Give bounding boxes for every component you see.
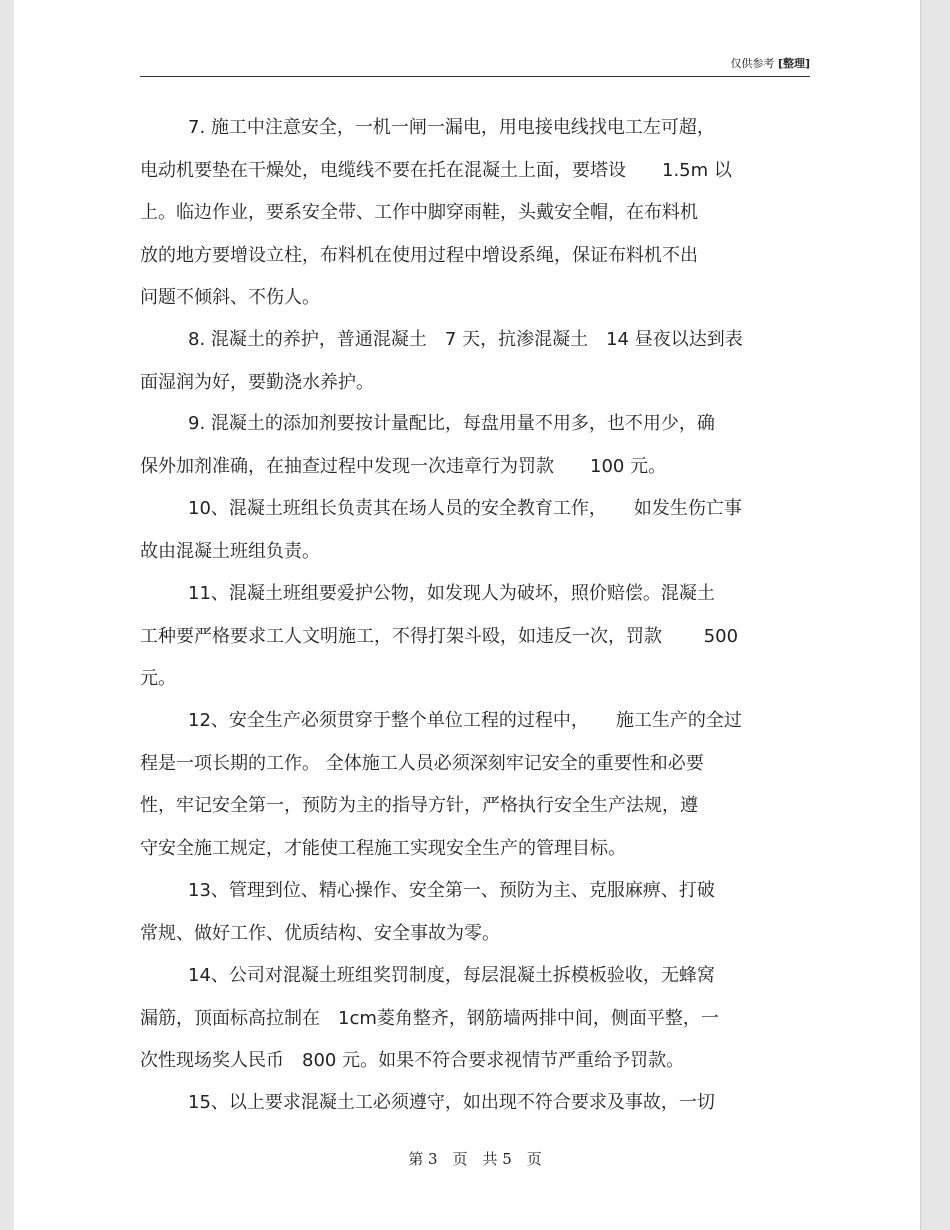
text-line: 程是一项长期的工作。 全体施工人员必须深刻牢记安全的重要性和必要 xyxy=(140,752,704,774)
header-tag: [整理] xyxy=(777,57,810,70)
paragraph-12 xyxy=(140,700,810,870)
text-line: 问题不倾斜、不伤人。 xyxy=(140,287,320,308)
text-line: 上。临边作业，要系安全带、工作中脚穿雨鞋，头戴安全帽，在布料机 xyxy=(140,202,698,223)
text-line: 15、以上要求混凝土工必须遵守，如出现不符合要求及事故，一切 xyxy=(188,1092,715,1113)
page-header xyxy=(140,55,810,75)
header-divider xyxy=(140,76,810,77)
text-line: 12、安全生产必须贯穿于整个单位工程的过程中， 施工生产的全过 xyxy=(188,710,742,731)
text-line: 保外加剂准确，在抽查过程中发现一次违章行为罚款 100 元。 xyxy=(140,455,667,477)
text-line: 性，牢记安全第一，预防为主的指导方针，严格执行安全生产法规，遵 xyxy=(140,795,698,816)
text-line: 10、混凝土班组长负责其在场人员的安全教育工作， 如发生伤亡事 xyxy=(188,498,742,519)
paragraph-15 xyxy=(140,1082,810,1125)
paragraph-9 xyxy=(140,403,810,488)
text-line: 11、混凝土班组要爱护公物，如发现人为破坏，照价赔偿。混凝土 xyxy=(188,583,715,604)
paragraph-14 xyxy=(140,955,810,1083)
text-line: 常规、做好工作、优质结构、安全事故为零。 xyxy=(140,922,500,944)
page-footer: 第 3 页 共 5 页 xyxy=(408,1150,542,1168)
text-line: 14、公司对混凝土班组奖罚制度，每层混凝土拆模板验收，无蜂窝 xyxy=(188,965,715,986)
paragraph-10 xyxy=(140,488,810,573)
text-line: 13、管理到位、精心操作、安全第一、预防为主、克服麻痹、打破 xyxy=(188,880,715,901)
header-note: 仅供参考 xyxy=(730,57,775,70)
text-line: 元。 xyxy=(140,668,176,689)
text-line: 故由混凝土班组负责。 xyxy=(140,540,320,562)
text-line: 漏筋，顶面标高拉制在 1cm菱角整齐，钢筋墙两排中间，侧面平整，一 xyxy=(140,1007,719,1029)
text-line: 8. 混凝土的养护，普通混凝土 7 天，抗渗混凝土 14 昼夜以达到表 xyxy=(188,329,743,350)
text-line: 7. 施工中注意安全，一机一闸一漏电，用电接电线找电工左可超， xyxy=(188,117,715,138)
paragraph-13 xyxy=(140,870,810,955)
page-edge-divider xyxy=(920,0,921,1230)
paragraph-7 xyxy=(140,107,810,320)
text-line: 9. 混凝土的添加剂要按计量配比，每盘用量不用多，也不用少，确 xyxy=(188,413,715,434)
text-line: 次性现场奖人民币 800 元。如果不符合要求视情节严重给予罚款。 xyxy=(140,1050,685,1071)
text-line: 放的地方要增设立柱，布料机在使用过程中增设系绳，保证布料机不出 xyxy=(140,244,698,266)
text-line: 电动机要垫在干燥处，电缆线不要在托在混凝土上面，要塔设 1.5m 以 xyxy=(140,159,732,181)
text-line: 守安全施工规定，才能使工程施工实现安全生产的管理目标。 xyxy=(140,837,626,859)
text-line: 面湿润为好，要勤浇水养护。 xyxy=(140,371,374,393)
text-line: 工种要严格要求工人文明施工，不得打架斗殴，如违反一次，罚款 500 xyxy=(140,625,739,647)
paragraph-8 xyxy=(140,319,810,404)
paragraph-11 xyxy=(140,573,810,701)
